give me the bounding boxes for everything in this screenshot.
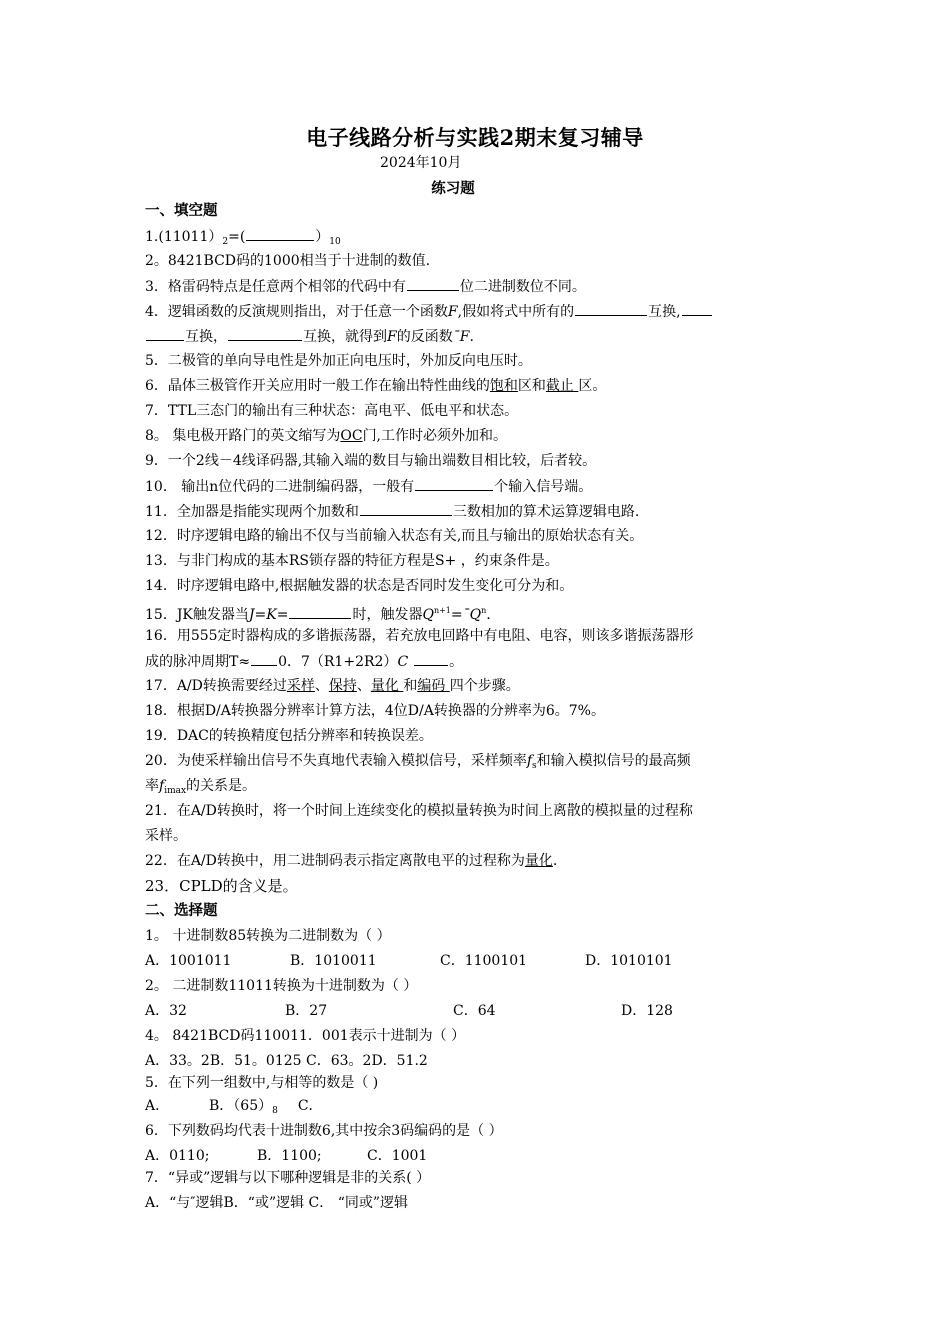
exercise-heading: 练习题	[431, 180, 475, 197]
option-d: D．1010101	[585, 953, 673, 969]
fill-q13: 13．与非门构成的基本RS锁存器的特征方程是S+ ，约束条件是。	[145, 553, 559, 569]
fill-q10: 10． 输出n位代码的二进制编码器，一般有 个输入信号端。	[145, 476, 815, 497]
choice-q4: 4。 8421BCD码110011．001表示十进制为（ ）	[145, 1028, 466, 1044]
choice-q7-options: A．“与″逻辑B．“或”逻辑 C． “同或”逻辑	[145, 1195, 409, 1211]
choice-q7: 7．“异或”逻辑与以下哪种逻辑是非的关系( ）	[145, 1170, 431, 1186]
fill-q2: 2。8421BCD码的1000相当于十进制的数值.	[145, 253, 431, 269]
section-choice-heading: 二、选择题	[145, 902, 218, 919]
fill-q16-line2: 成的脉冲周期T≈ 0．7（R1+2R2）C 。	[145, 651, 815, 672]
fill-q11: 11．全加器是指能实现两个加数和 三数相加的算术运算逻辑电路.	[145, 501, 815, 522]
choice-q5: 5．在下列一组数中,与相等的数是（ )	[145, 1075, 379, 1091]
fill-q3: 3．格雷码特点是任意两个相邻的代码中有 位二进制数位不同。	[145, 276, 815, 297]
option-a: A．32	[145, 1003, 187, 1019]
fill-q14: 14．时序逻辑电路中,根据触发器的状态是否同时发生变化可分为和。	[145, 578, 574, 594]
choice-q1-options	[145, 951, 815, 971]
choice-q6: 6．下列数码均代表十进制数6,其中按余3码编码的是（ ）	[145, 1123, 503, 1139]
fill-q17: 17．A/D转换需要经过采样、保持、量化 和编码 四个步骤。	[145, 678, 520, 694]
choice-q2-options	[145, 1001, 815, 1021]
fill-q7: 7．TTL三态门的输出有三种状态：高电平、低电平和状态。	[145, 403, 519, 419]
option-a: A．1001011	[145, 953, 232, 969]
fill-q23: 23．CPLD的含义是。	[145, 877, 298, 895]
fill-q20-line2: 率$f_{imax}$的关系是。	[145, 778, 257, 796]
fill-q18: 18．根据D/A转换器分辨率计算方法，4位D/A转换器的分辨率为6。7%。	[145, 703, 605, 719]
document-date: 2024年10月	[380, 155, 462, 171]
choice-q5-options: A． B．$(65)_8$ C．	[145, 1098, 323, 1116]
document-title: 电子线路分析与实践2期末复习辅导	[306, 125, 644, 150]
fill-q5: 5．二极管的单向导电性是外加正向电压时，外加反向电压时。	[145, 353, 532, 369]
option-d: D．128	[621, 1003, 673, 1019]
fill-q21-line2: 采样。	[145, 828, 187, 844]
choice-q2: 2。 二进制数11011转换为十进制数为（ ）	[145, 978, 418, 994]
option-b: B．27	[285, 1003, 328, 1019]
choice-q4-options: A．33。2B．51。0125 C．63。2D．51.2	[145, 1053, 428, 1069]
option-a: A．0110;	[145, 1148, 210, 1164]
option-c: C．1100101	[440, 953, 528, 969]
fill-q8: 8。 集电极开路门的英文缩写为OC门,工作时必须外加和。	[145, 428, 508, 444]
fill-q4-line1: 4．逻辑函数的反演规则指出，对于任意一个函数F,假如将式中所有的 互换,	[145, 301, 815, 322]
option-c: C．64	[453, 1003, 496, 1019]
fill-q19: 19．DAC的转换精度包括分辨率和转换误差。	[145, 728, 433, 744]
fill-q6: 6．晶体三极管作开关应用时一般工作在输出特性曲线的饱和区和截止 区。	[145, 378, 607, 394]
fill-q22: 22．在A/D转换中，用二进制码表示指定离散电平的过程称为量化.	[145, 853, 558, 869]
fill-q9: 9．一个2线－4线译码器,其输入端的数目与输出端数目相比较，后者较。	[145, 453, 597, 469]
fill-q16-line1: 16．用555定时器构成的多谐振荡器，若充放电回路中有电阻、电容，则该多谐振荡器形	[145, 628, 694, 644]
fill-q21-line1: 21．在A/D转换时，将一个时间上连续变化的模拟量转换为时间上离散的模拟量的过程称	[145, 803, 693, 819]
fill-q20-line1: 20．为使采样输出信号不失真地代表输入模拟信号，采样频率$f_s$和输入模拟信号的最高频	[145, 753, 691, 771]
option-b: B．1100;	[257, 1148, 322, 1164]
choice-q1: 1。 十进制数85转换为二进制数为（ ）	[145, 928, 391, 944]
fill-q15: 15．JK触发器当J=K= 时，触发器$Q^{n+1}=¯Q^n$.	[145, 606, 491, 623]
fill-q1: $1.(11011)_2=$( ）$_{10}$	[145, 226, 815, 252]
option-b: B．1010011	[290, 953, 377, 969]
section-fill-in-heading: 一、填空题	[145, 202, 218, 219]
fill-q4-line2: 互换， 互换，就得到F的反函数¯F.	[145, 326, 815, 347]
choice-q6-options	[145, 1146, 815, 1166]
option-c: C．1001	[367, 1148, 428, 1164]
fill-q12: 12．时序逻辑电路的输出不仅与当前输入状态有关,而且与输出的原始状态有关。	[145, 528, 644, 544]
